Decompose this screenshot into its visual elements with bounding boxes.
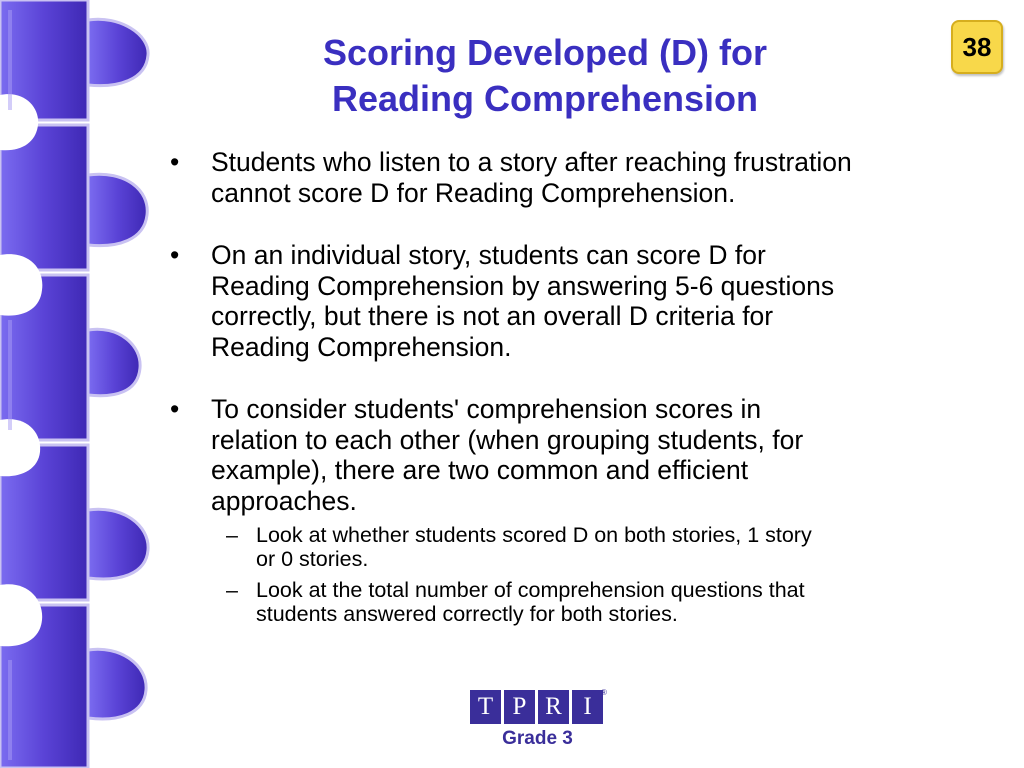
- bullet-symbol: •: [170, 147, 180, 177]
- tpri-logo: [470, 688, 607, 749]
- title-line-2: Reading Comprehension: [331, 78, 759, 119]
- bullet-symbol: •: [170, 394, 180, 424]
- sub-bullet-item: [170, 523, 990, 571]
- puzzle-pieces-decoration: [0, 0, 160, 768]
- bullet-list: [170, 147, 990, 626]
- bullet-text-line: Students who listen to a story after reaching frustration: [211, 147, 852, 177]
- sub-bullet-text-line: Look at the total number of comprehension questions that: [256, 578, 805, 602]
- sub-bullet-text-line: students answered correctly for both stories.: [256, 602, 678, 626]
- slide-number-badge: 38: [951, 20, 1003, 74]
- bullet-item: [170, 394, 990, 516]
- bullet-item: [170, 240, 990, 362]
- logo-letter: T: [470, 690, 501, 724]
- bullet-item: [170, 147, 990, 208]
- bullet-symbol: •: [170, 240, 180, 270]
- bullet-text-line: Reading Comprehension.: [211, 331, 512, 362]
- sub-bullet-item: [170, 578, 990, 626]
- bullet-text-line: example), there are two common and efficient: [211, 455, 749, 485]
- logo-letter: P: [504, 690, 535, 724]
- bullet-text-line: approaches.: [211, 485, 357, 516]
- title-line-1: Scoring Developed (D) for: [322, 32, 768, 73]
- sub-bullet-symbol: –: [226, 523, 238, 547]
- bullet-text-line: correctly, but there is not an overall D criteria for: [211, 301, 774, 331]
- sub-bullet-text-line: or 0 stories.: [256, 547, 369, 571]
- bullet-text-line: On an individual story, students can score D for: [211, 240, 766, 270]
- bullet-text-line: relation to each other (when grouping students, for: [211, 424, 804, 455]
- bullet-text-line: Reading Comprehension by answering 5-6 questions: [211, 270, 835, 301]
- bullet-text-line: cannot score D for Reading Comprehension.: [211, 177, 736, 208]
- bullet-text-line: To consider students' comprehension scores in: [211, 394, 762, 424]
- grade-label: Grade 3: [502, 728, 573, 749]
- logo-letter: I: [572, 690, 603, 724]
- sub-bullet-text-line: Look at whether students scored D on both stories, 1 story: [256, 523, 812, 547]
- slide-title: [200, 30, 890, 122]
- sub-bullet-symbol: –: [226, 578, 238, 602]
- logo-letter: R: [538, 690, 569, 724]
- logo-letter-bar: [470, 690, 605, 724]
- registered-mark: ®: [601, 688, 607, 697]
